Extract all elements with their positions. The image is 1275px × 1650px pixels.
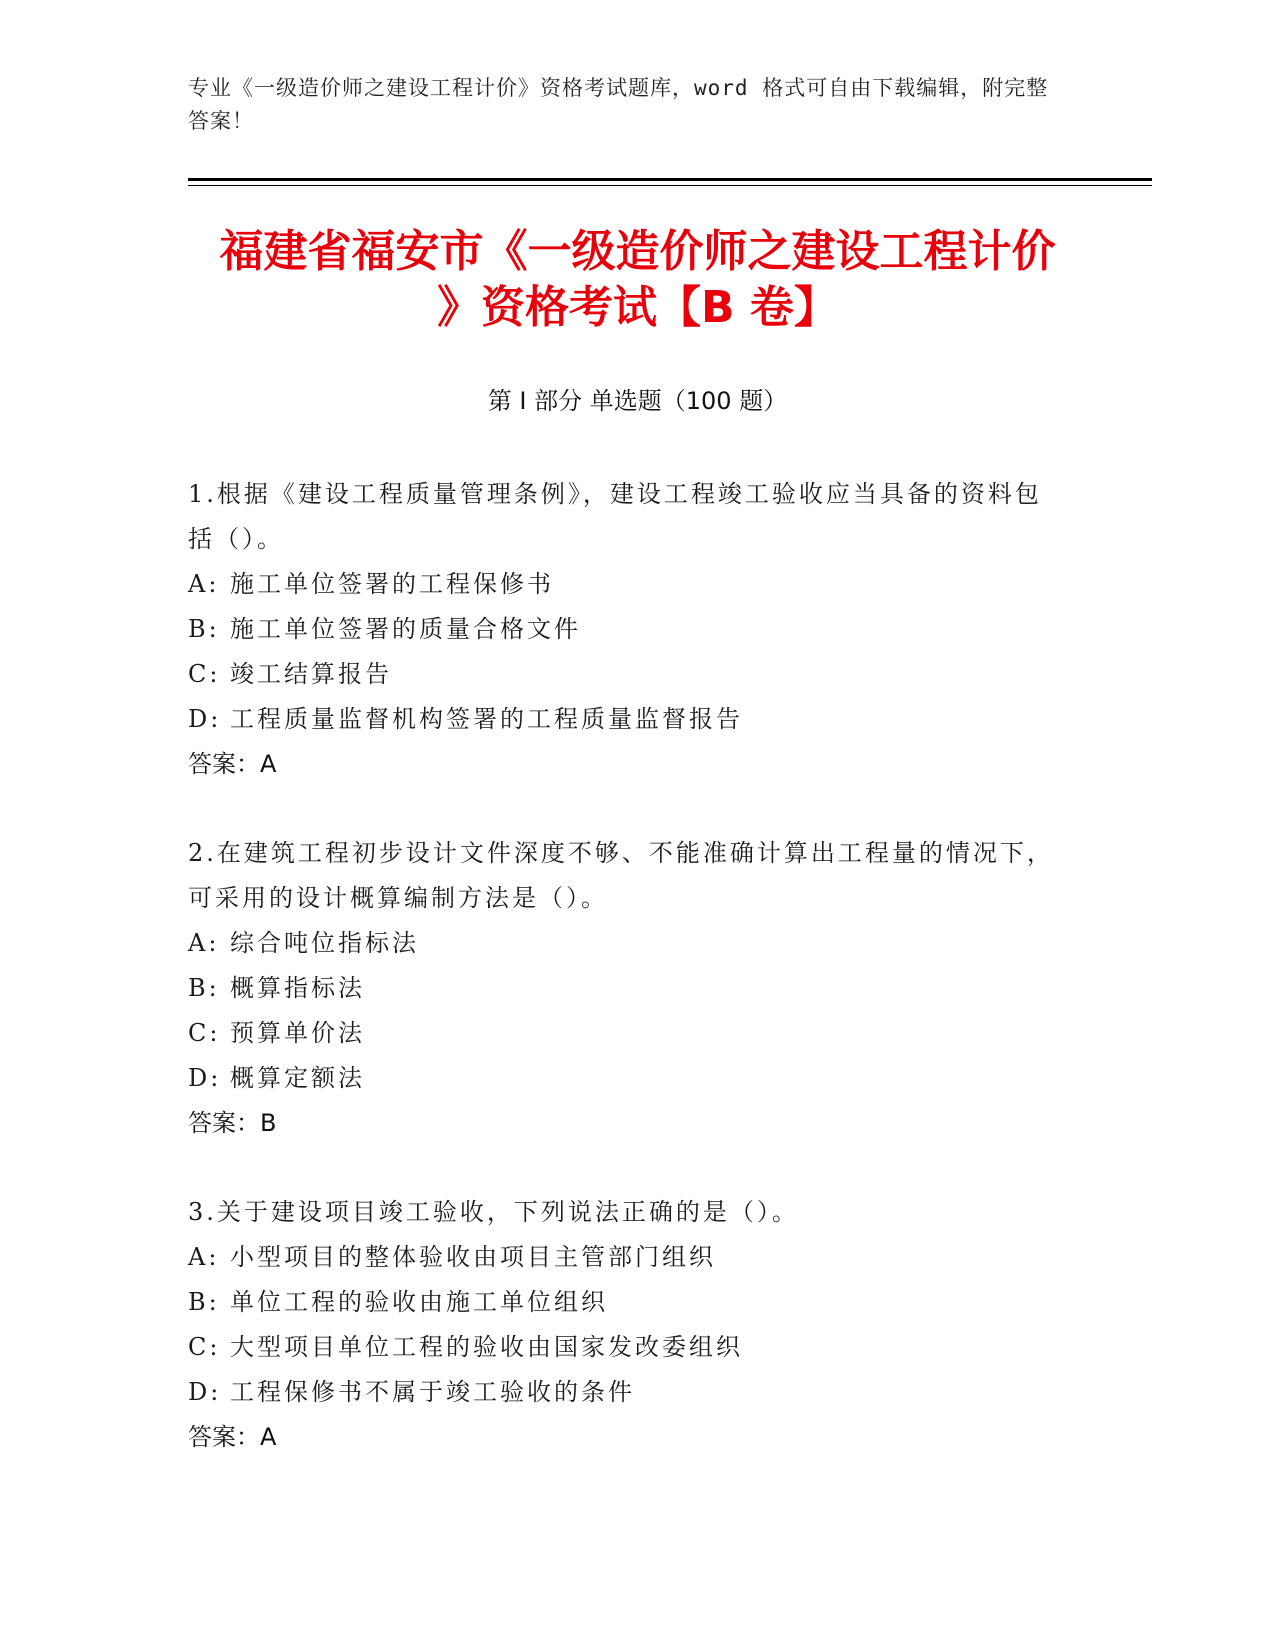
option-letter: B: — [188, 1288, 220, 1316]
question-2 — [188, 831, 1068, 1146]
question-stem: 2.在建筑工程初步设计文件深度不够、不能准确计算出工程量的情况下，可采用的设计概算编制方法是（）。 — [188, 839, 1054, 912]
question-3 — [188, 1190, 1068, 1460]
header-note: 专业《一级造价师之建设工程计价》资格考试题库，word 格式可自由下载编辑，附完整答案！ — [188, 76, 1049, 133]
option-a — [188, 921, 1068, 966]
option-letter: B: — [188, 615, 220, 643]
option-letter: D: — [188, 705, 222, 733]
header-divider-thin — [188, 185, 1152, 186]
option-text: 工程质量监督机构签署的工程质量监督报告 — [230, 705, 743, 733]
question-list — [188, 472, 1068, 1504]
option-c — [188, 1325, 1068, 1370]
option-c — [188, 652, 1068, 697]
option-a — [188, 562, 1068, 607]
answer-line: 答案：B — [188, 1109, 277, 1137]
option-text: 单位工程的验收由施工单位组织 — [230, 1288, 608, 1316]
option-letter: A: — [188, 1243, 220, 1271]
title-line-2: 》资格考试【B 卷】 — [437, 282, 838, 333]
answer-line: 答案：A — [188, 750, 277, 778]
header-divider-thick — [188, 178, 1152, 181]
title-line-1: 福建省福安市《一级造价师之建设工程计价 — [219, 226, 1056, 277]
option-letter: D: — [188, 1064, 222, 1092]
option-text: 预算单价法 — [230, 1019, 365, 1047]
option-letter: C: — [188, 1333, 221, 1361]
option-letter: A: — [188, 570, 220, 598]
option-text: 概算指标法 — [230, 974, 365, 1002]
option-a — [188, 1235, 1068, 1280]
option-b — [188, 1280, 1068, 1325]
option-d — [188, 1370, 1068, 1415]
option-d — [188, 697, 1068, 742]
option-letter: C: — [188, 1019, 221, 1047]
answer-line: 答案：A — [188, 1423, 277, 1451]
option-letter: A: — [188, 929, 220, 957]
question-1 — [188, 472, 1068, 787]
option-b — [188, 966, 1068, 1011]
option-text: 综合吨位指标法 — [230, 929, 419, 957]
option-d — [188, 1056, 1068, 1101]
section-heading: 第 I 部分 单选题（100 题） — [487, 387, 788, 415]
option-letter: C: — [188, 660, 221, 688]
option-text: 工程保修书不属于竣工验收的条件 — [230, 1378, 635, 1406]
document-title — [150, 224, 1125, 336]
question-stem: 1.根据《建设工程质量管理条例》，建设工程竣工验收应当具备的资料包括（）。 — [188, 480, 1042, 553]
option-letter: D: — [188, 1378, 222, 1406]
option-c — [188, 1011, 1068, 1056]
option-text: 竣工结算报告 — [230, 660, 392, 688]
option-text: 概算定额法 — [230, 1064, 365, 1092]
option-text: 施工单位签署的工程保修书 — [230, 570, 554, 598]
option-text: 小型项目的整体验收由项目主管部门组织 — [230, 1243, 716, 1271]
option-text: 大型项目单位工程的验收由国家发改委组织 — [230, 1333, 743, 1361]
option-b — [188, 607, 1068, 652]
option-text: 施工单位签署的质量合格文件 — [230, 615, 581, 643]
question-stem: 3.关于建设项目竣工验收，下列说法正确的是（）。 — [188, 1198, 799, 1226]
option-letter: B: — [188, 974, 220, 1002]
